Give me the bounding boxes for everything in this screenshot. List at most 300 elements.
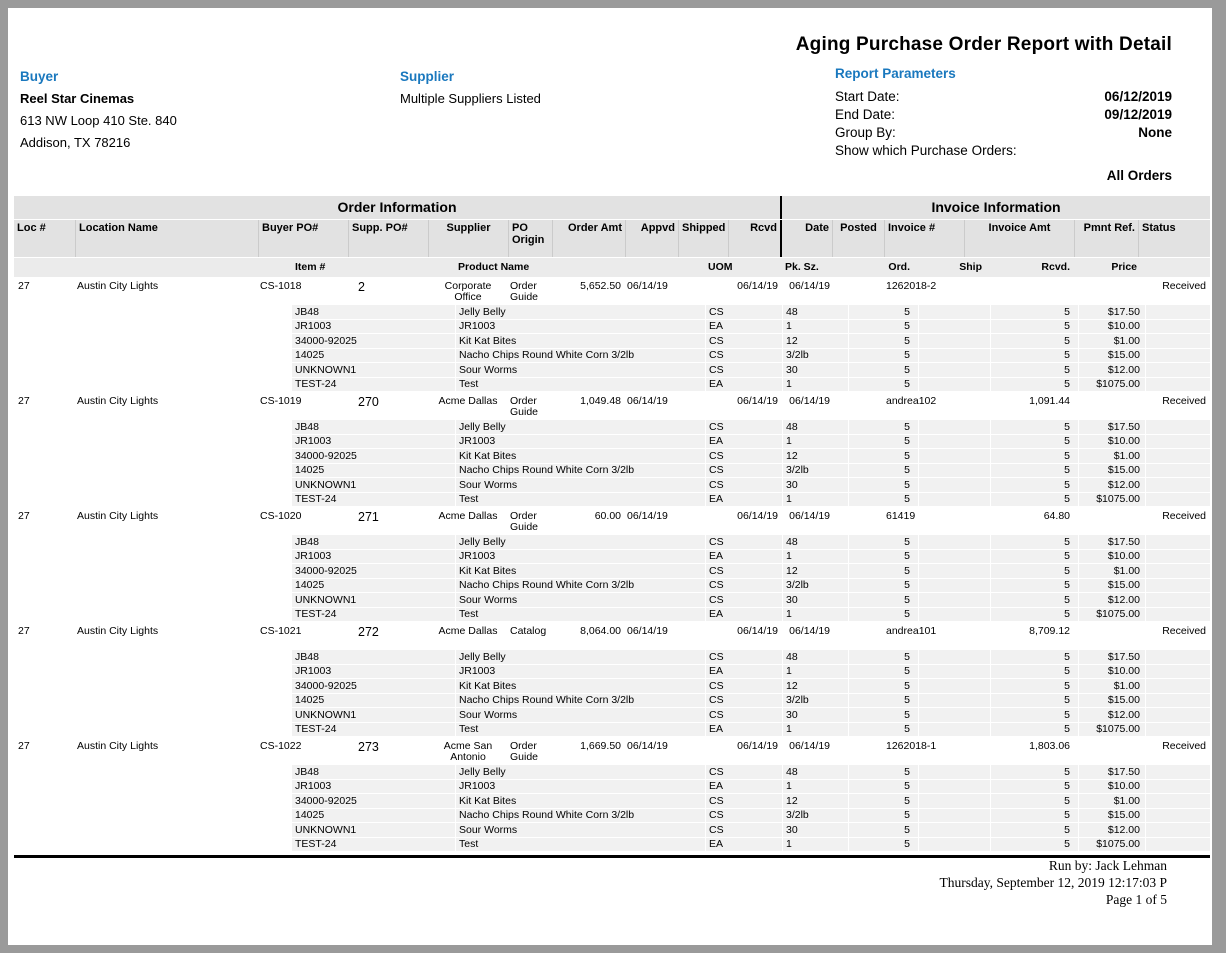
item-cell-ship <box>918 593 990 608</box>
item-cell-uom: CS <box>705 823 782 838</box>
item-cell-ord: 5 <box>848 579 918 594</box>
po-cell-invoice-amt: 8,709.12 <box>1029 625 1070 637</box>
buyer-address-line-2: Addison, TX 78216 <box>20 135 131 150</box>
item-cell-spacer <box>14 608 292 623</box>
report-title: Aging Purchase Order Report with Detail <box>795 34 1172 55</box>
item-cell-spacer <box>14 449 292 464</box>
po-cell-supplier: Corporate Office <box>444 280 492 303</box>
item-cell-ord: 5 <box>848 723 918 738</box>
item-cell-trailing <box>1145 363 1210 378</box>
item-cell-spacer <box>14 320 292 335</box>
item-cell-product: Sour Worms <box>455 708 705 723</box>
item-cell-pk-sz: 1 <box>782 435 848 450</box>
item-cell-item-no: 34000-92025 <box>292 564 455 579</box>
item-cell-pk-sz: 3/2lb <box>782 464 848 479</box>
po-table <box>14 196 1210 858</box>
po-cell-posted <box>832 738 884 741</box>
po-cell-buyer-po: CS-1018 <box>260 280 302 292</box>
item-cell-uom: CS <box>705 363 782 378</box>
item-cell-rcvd: 5 <box>990 608 1078 623</box>
po-cell-invoice-no: 61419 <box>886 510 916 522</box>
item-cell-rcvd: 5 <box>990 650 1078 665</box>
param-row-start-date <box>835 88 1172 106</box>
po-cell-date: 06/14/19 <box>789 280 830 292</box>
item-cell-pk-sz: 1 <box>782 320 848 335</box>
item-cell-uom: CS <box>705 679 782 694</box>
column-header-date: Date <box>780 220 832 257</box>
item-cell-spacer <box>14 363 292 378</box>
item-cell-product: Nacho Chips Round White Corn 3/2lb <box>455 464 705 479</box>
po-cell-rcvd: 06/14/19 <box>737 740 778 752</box>
item-cell-product: Jelly Belly <box>455 305 705 320</box>
po-cell-invoice-amt: 1,803.06 <box>1029 740 1070 752</box>
item-cell-price: $1.00 <box>1078 334 1145 349</box>
group-header-order-information: Order Information <box>337 199 457 215</box>
po-cell-po-origin: Catalog <box>510 625 547 637</box>
item-cell-trailing <box>1145 334 1210 349</box>
item-cell-product: Sour Worms <box>455 593 705 608</box>
item-cell-uom: EA <box>705 378 782 393</box>
item-cell-pk-sz: 1 <box>782 780 848 795</box>
po-cell-pmnt-ref <box>1074 623 1138 626</box>
item-column-header-row <box>14 258 1210 277</box>
item-cell-item-no: JR1003 <box>292 780 455 795</box>
run-timestamp: Thursday, September 12, 2019 12:17:03 P <box>939 875 1167 890</box>
po-cell-supplier: Acme Dallas <box>438 395 498 407</box>
item-cell-uom: CS <box>705 564 782 579</box>
po-row <box>14 508 1210 535</box>
item-row <box>14 320 1210 335</box>
item-cell-rcvd: 5 <box>990 449 1078 464</box>
item-cell-uom: EA <box>705 608 782 623</box>
po-row <box>14 278 1210 305</box>
po-cell-pmnt-ref <box>1074 508 1138 511</box>
item-cell-trailing <box>1145 349 1210 364</box>
item-cell-pk-sz: 1 <box>782 550 848 565</box>
item-cell-uom: CS <box>705 478 782 493</box>
item-row <box>14 809 1210 824</box>
item-cell-pk-sz: 3/2lb <box>782 809 848 824</box>
item-cell-trailing <box>1145 765 1210 780</box>
page-number: Page 1 of 5 <box>1105 892 1167 907</box>
group-header-invoice-information: Invoice Information <box>780 196 1210 219</box>
po-cell-invoice-amt: 64.80 <box>1043 510 1070 522</box>
item-cell-ship <box>918 794 990 809</box>
po-cell-invoice-no: 1262018-1 <box>886 740 937 752</box>
po-cell-status: Received <box>1162 740 1206 752</box>
item-cell-spacer <box>14 665 292 680</box>
item-cell-item-no: JB48 <box>292 650 455 665</box>
item-cell-price: $1.00 <box>1078 679 1145 694</box>
item-cell-ord: 5 <box>848 464 918 479</box>
supplier-label: Supplier <box>400 69 455 84</box>
item-cell-ord: 5 <box>848 478 918 493</box>
item-cell-rcvd: 5 <box>990 550 1078 565</box>
item-header-trailing <box>1145 258 1210 277</box>
item-cell-rcvd: 5 <box>990 579 1078 594</box>
po-cell-supp-po: 271 <box>358 510 379 524</box>
item-cell-ship <box>918 320 990 335</box>
item-cell-product: Kit Kat Bites <box>455 564 705 579</box>
table-body <box>14 278 1210 852</box>
item-cell-rcvd: 5 <box>990 723 1078 738</box>
item-cell-trailing <box>1145 593 1210 608</box>
item-cell-rcvd: 5 <box>990 780 1078 795</box>
po-cell-supp-po: 270 <box>358 395 379 409</box>
item-cell-uom: CS <box>705 305 782 320</box>
po-cell-date: 06/14/19 <box>789 395 830 407</box>
item-cell-item-no: JB48 <box>292 305 455 320</box>
item-cell-ship <box>918 723 990 738</box>
item-cell-item-no: TEST-24 <box>292 493 455 508</box>
item-cell-spacer <box>14 809 292 824</box>
item-header-rcvd: Rcvd. <box>1041 261 1070 273</box>
item-cell-uom: CS <box>705 593 782 608</box>
item-cell-item-no: 34000-92025 <box>292 449 455 464</box>
item-cell-uom: CS <box>705 349 782 364</box>
item-cell-trailing <box>1145 650 1210 665</box>
item-cell-uom: EA <box>705 838 782 853</box>
item-cell-uom: CS <box>705 765 782 780</box>
item-cell-ord: 5 <box>848 838 918 853</box>
report-parameters-section <box>835 66 1172 185</box>
po-cell-invoice-amt <box>964 278 1074 281</box>
po-cell-posted <box>832 393 884 396</box>
item-cell-ship <box>918 478 990 493</box>
item-cell-spacer <box>14 564 292 579</box>
item-cell-uom: EA <box>705 780 782 795</box>
po-cell-po-origin: Order Guide <box>510 510 539 533</box>
item-cell-price: $1075.00 <box>1078 493 1145 508</box>
column-header-invoice-amt: Invoice Amt <box>964 220 1074 257</box>
item-row <box>14 378 1210 393</box>
column-header-posted: Posted <box>832 220 884 257</box>
item-cell-rcvd: 5 <box>990 305 1078 320</box>
item-cell-trailing <box>1145 723 1210 738</box>
item-cell-ship <box>918 780 990 795</box>
item-cell-rcvd: 5 <box>990 809 1078 824</box>
item-cell-rcvd: 5 <box>990 665 1078 680</box>
item-cell-trailing <box>1145 305 1210 320</box>
item-cell-spacer <box>14 334 292 349</box>
item-cell-item-no: UNKNOWN1 <box>292 593 455 608</box>
po-row <box>14 393 1210 420</box>
item-cell-rcvd: 5 <box>990 349 1078 364</box>
item-cell-spacer <box>14 420 292 435</box>
item-cell-product: Sour Worms <box>455 478 705 493</box>
item-cell-uom: EA <box>705 550 782 565</box>
item-cell-uom: EA <box>705 493 782 508</box>
item-cell-item-no: JB48 <box>292 765 455 780</box>
item-cell-pk-sz: 12 <box>782 794 848 809</box>
column-header-row <box>14 220 1210 257</box>
item-cell-item-no: 34000-92025 <box>292 794 455 809</box>
item-cell-rcvd: 5 <box>990 564 1078 579</box>
po-row <box>14 738 1210 765</box>
item-cell-item-no: JR1003 <box>292 550 455 565</box>
po-cell-posted <box>832 623 884 626</box>
item-cell-rcvd: 5 <box>990 535 1078 550</box>
param-label: Show which Purchase Orders: <box>835 143 1017 158</box>
item-cell-ship <box>918 349 990 364</box>
item-cell-ship <box>918 765 990 780</box>
item-cell-product: Kit Kat Bites <box>455 334 705 349</box>
po-cell-loc: 27 <box>18 625 30 637</box>
item-cell-ord: 5 <box>848 608 918 623</box>
item-row <box>14 665 1210 680</box>
item-row <box>14 765 1210 780</box>
po-cell-posted <box>832 278 884 281</box>
item-cell-ship <box>918 650 990 665</box>
item-header-pk-sz: Pk. Sz. <box>785 261 819 273</box>
item-cell-price: $12.00 <box>1078 708 1145 723</box>
item-row <box>14 435 1210 450</box>
item-cell-uom: CS <box>705 464 782 479</box>
report-footer <box>940 857 1167 908</box>
item-cell-item-no: JB48 <box>292 420 455 435</box>
po-cell-status: Received <box>1162 510 1206 522</box>
po-cell-appvd: 06/14/19 <box>627 625 668 637</box>
po-cell-order-amt: 5,652.50 <box>580 280 621 292</box>
item-cell-product: Jelly Belly <box>455 420 705 435</box>
po-cell-shipped <box>678 393 728 396</box>
item-cell-product: JR1003 <box>455 320 705 335</box>
po-cell-pmnt-ref <box>1074 278 1138 281</box>
item-cell-trailing <box>1145 694 1210 709</box>
po-cell-date: 06/14/19 <box>789 625 830 637</box>
param-value: 09/12/2019 <box>1104 107 1172 122</box>
item-cell-price: $1075.00 <box>1078 378 1145 393</box>
po-cell-posted <box>832 508 884 511</box>
item-row <box>14 593 1210 608</box>
item-cell-pk-sz: 3/2lb <box>782 349 848 364</box>
column-header-supp-po: Supp. PO# <box>348 220 428 257</box>
item-cell-ord: 5 <box>848 535 918 550</box>
item-cell-spacer <box>14 650 292 665</box>
item-cell-pk-sz: 12 <box>782 564 848 579</box>
po-cell-appvd: 06/14/19 <box>627 395 668 407</box>
item-cell-ord: 5 <box>848 765 918 780</box>
po-cell-location: Austin City Lights <box>77 510 159 522</box>
item-cell-price: $15.00 <box>1078 694 1145 709</box>
item-cell-ship <box>918 665 990 680</box>
column-header-location-name: Location Name <box>75 220 258 257</box>
po-cell-invoice-amt: 1,091.44 <box>1029 395 1070 407</box>
item-cell-price: $15.00 <box>1078 464 1145 479</box>
item-cell-uom: CS <box>705 449 782 464</box>
item-cell-ship <box>918 694 990 709</box>
item-cell-ord: 5 <box>848 679 918 694</box>
item-cell-price: $17.50 <box>1078 535 1145 550</box>
item-cell-item-no: TEST-24 <box>292 838 455 853</box>
po-cell-status: Received <box>1162 395 1206 407</box>
item-cell-trailing <box>1145 493 1210 508</box>
item-cell-pk-sz: 48 <box>782 765 848 780</box>
item-cell-uom: CS <box>705 794 782 809</box>
item-cell-item-no: UNKNOWN1 <box>292 823 455 838</box>
item-cell-product: Nacho Chips Round White Corn 3/2lb <box>455 809 705 824</box>
item-cell-pk-sz: 30 <box>782 823 848 838</box>
item-cell-trailing <box>1145 579 1210 594</box>
item-cell-trailing <box>1145 794 1210 809</box>
item-cell-ship <box>918 608 990 623</box>
item-cell-price: $1075.00 <box>1078 838 1145 853</box>
item-cell-spacer <box>14 535 292 550</box>
item-cell-pk-sz: 12 <box>782 334 848 349</box>
item-cell-product: JR1003 <box>455 665 705 680</box>
column-header-shipped: Shipped <box>678 220 728 257</box>
item-cell-spacer <box>14 305 292 320</box>
item-row <box>14 420 1210 435</box>
item-cell-ord: 5 <box>848 650 918 665</box>
item-cell-pk-sz: 30 <box>782 708 848 723</box>
item-cell-ord: 5 <box>848 334 918 349</box>
item-cell-ship <box>918 464 990 479</box>
item-cell-trailing <box>1145 420 1210 435</box>
item-row <box>14 608 1210 623</box>
item-cell-rcvd: 5 <box>990 694 1078 709</box>
item-cell-ship <box>918 823 990 838</box>
item-cell-trailing <box>1145 780 1210 795</box>
po-cell-po-origin: Order Guide <box>510 395 539 418</box>
po-cell-shipped <box>678 278 728 281</box>
supplier-value: Multiple Suppliers Listed <box>400 91 541 106</box>
item-cell-trailing <box>1145 320 1210 335</box>
item-cell-item-no: 14025 <box>292 349 455 364</box>
item-cell-pk-sz: 3/2lb <box>782 579 848 594</box>
item-cell-trailing <box>1145 809 1210 824</box>
item-cell-price: $17.50 <box>1078 650 1145 665</box>
column-header-invoice-no: Invoice # <box>884 220 964 257</box>
po-cell-buyer-po: CS-1021 <box>260 625 302 637</box>
po-cell-shipped <box>678 738 728 741</box>
item-cell-product: Test <box>455 838 705 853</box>
item-cell-trailing <box>1145 435 1210 450</box>
po-cell-date: 06/14/19 <box>789 740 830 752</box>
item-cell-price: $15.00 <box>1078 579 1145 594</box>
po-cell-order-amt: 8,064.00 <box>580 625 621 637</box>
po-cell-appvd: 06/14/19 <box>627 510 668 522</box>
item-cell-pk-sz: 30 <box>782 478 848 493</box>
item-cell-rcvd: 5 <box>990 708 1078 723</box>
item-cell-pk-sz: 48 <box>782 420 848 435</box>
item-cell-item-no: JR1003 <box>292 665 455 680</box>
item-cell-uom: CS <box>705 809 782 824</box>
item-cell-uom: CS <box>705 694 782 709</box>
supplier-section <box>400 66 730 110</box>
item-cell-ship <box>918 838 990 853</box>
item-row <box>14 579 1210 594</box>
item-cell-price: $15.00 <box>1078 809 1145 824</box>
item-cell-spacer <box>14 579 292 594</box>
item-cell-price: $12.00 <box>1078 823 1145 838</box>
item-header-price: Price <box>1111 261 1137 273</box>
item-cell-rcvd: 5 <box>990 478 1078 493</box>
item-cell-ord: 5 <box>848 378 918 393</box>
item-cell-spacer <box>14 349 292 364</box>
item-cell-rcvd: 5 <box>990 838 1078 853</box>
po-cell-shipped <box>678 623 728 626</box>
po-cell-supp-po: 272 <box>358 625 379 639</box>
item-cell-price: $12.00 <box>1078 363 1145 378</box>
item-cell-ord: 5 <box>848 349 918 364</box>
item-cell-rcvd: 5 <box>990 334 1078 349</box>
po-cell-shipped <box>678 508 728 511</box>
item-cell-ship <box>918 708 990 723</box>
item-cell-uom: EA <box>705 320 782 335</box>
item-cell-uom: CS <box>705 334 782 349</box>
item-row <box>14 363 1210 378</box>
po-cell-location: Austin City Lights <box>77 625 159 637</box>
po-cell-order-amt: 1,669.50 <box>580 740 621 752</box>
item-row <box>14 823 1210 838</box>
item-cell-product: JR1003 <box>455 550 705 565</box>
po-cell-loc: 27 <box>18 280 30 292</box>
item-cell-trailing <box>1145 608 1210 623</box>
item-cell-product: Test <box>455 493 705 508</box>
item-cell-product: Sour Worms <box>455 363 705 378</box>
item-cell-uom: CS <box>705 650 782 665</box>
item-cell-price: $10.00 <box>1078 550 1145 565</box>
buyer-name: Reel Star Cinemas <box>20 91 135 106</box>
item-cell-item-no: 34000-92025 <box>292 679 455 694</box>
item-cell-ord: 5 <box>848 780 918 795</box>
item-cell-ord: 5 <box>848 363 918 378</box>
item-cell-item-no: JR1003 <box>292 435 455 450</box>
item-cell-spacer <box>14 694 292 709</box>
item-cell-spacer <box>14 838 292 853</box>
item-cell-item-no: 14025 <box>292 809 455 824</box>
item-cell-rcvd: 5 <box>990 823 1078 838</box>
item-cell-spacer <box>14 378 292 393</box>
item-row <box>14 694 1210 709</box>
item-cell-product: Kit Kat Bites <box>455 679 705 694</box>
column-header-po-origin: PO Origin <box>508 220 552 257</box>
po-cell-rcvd: 06/14/19 <box>737 625 778 637</box>
po-cell-rcvd: 06/14/19 <box>737 395 778 407</box>
table-group-header-row <box>14 196 1210 220</box>
item-cell-ship <box>918 378 990 393</box>
item-cell-uom: EA <box>705 435 782 450</box>
item-cell-ship <box>918 535 990 550</box>
column-header-order-amt: Order Amt <box>552 220 625 257</box>
item-cell-rcvd: 5 <box>990 320 1078 335</box>
item-cell-trailing <box>1145 535 1210 550</box>
item-cell-ship <box>918 449 990 464</box>
item-row <box>14 708 1210 723</box>
item-cell-rcvd: 5 <box>990 363 1078 378</box>
item-cell-rcvd: 5 <box>990 378 1078 393</box>
item-cell-price: $17.50 <box>1078 420 1145 435</box>
item-cell-product: JR1003 <box>455 780 705 795</box>
item-row <box>14 723 1210 738</box>
buyer-address-line-1: 613 NW Loop 410 Ste. 840 <box>20 113 177 128</box>
item-cell-ship <box>918 363 990 378</box>
item-cell-item-no: TEST-24 <box>292 608 455 623</box>
item-cell-item-no: 14025 <box>292 694 455 709</box>
po-cell-loc: 27 <box>18 740 30 752</box>
po-cell-rcvd: 06/14/19 <box>737 510 778 522</box>
buyer-section <box>20 66 350 154</box>
item-cell-pk-sz: 30 <box>782 593 848 608</box>
item-cell-trailing <box>1145 378 1210 393</box>
item-cell-ord: 5 <box>848 305 918 320</box>
item-cell-trailing <box>1145 449 1210 464</box>
item-cell-rcvd: 5 <box>990 435 1078 450</box>
item-cell-ord: 5 <box>848 449 918 464</box>
param-row-group-by <box>835 124 1172 142</box>
item-cell-price: $12.00 <box>1078 478 1145 493</box>
